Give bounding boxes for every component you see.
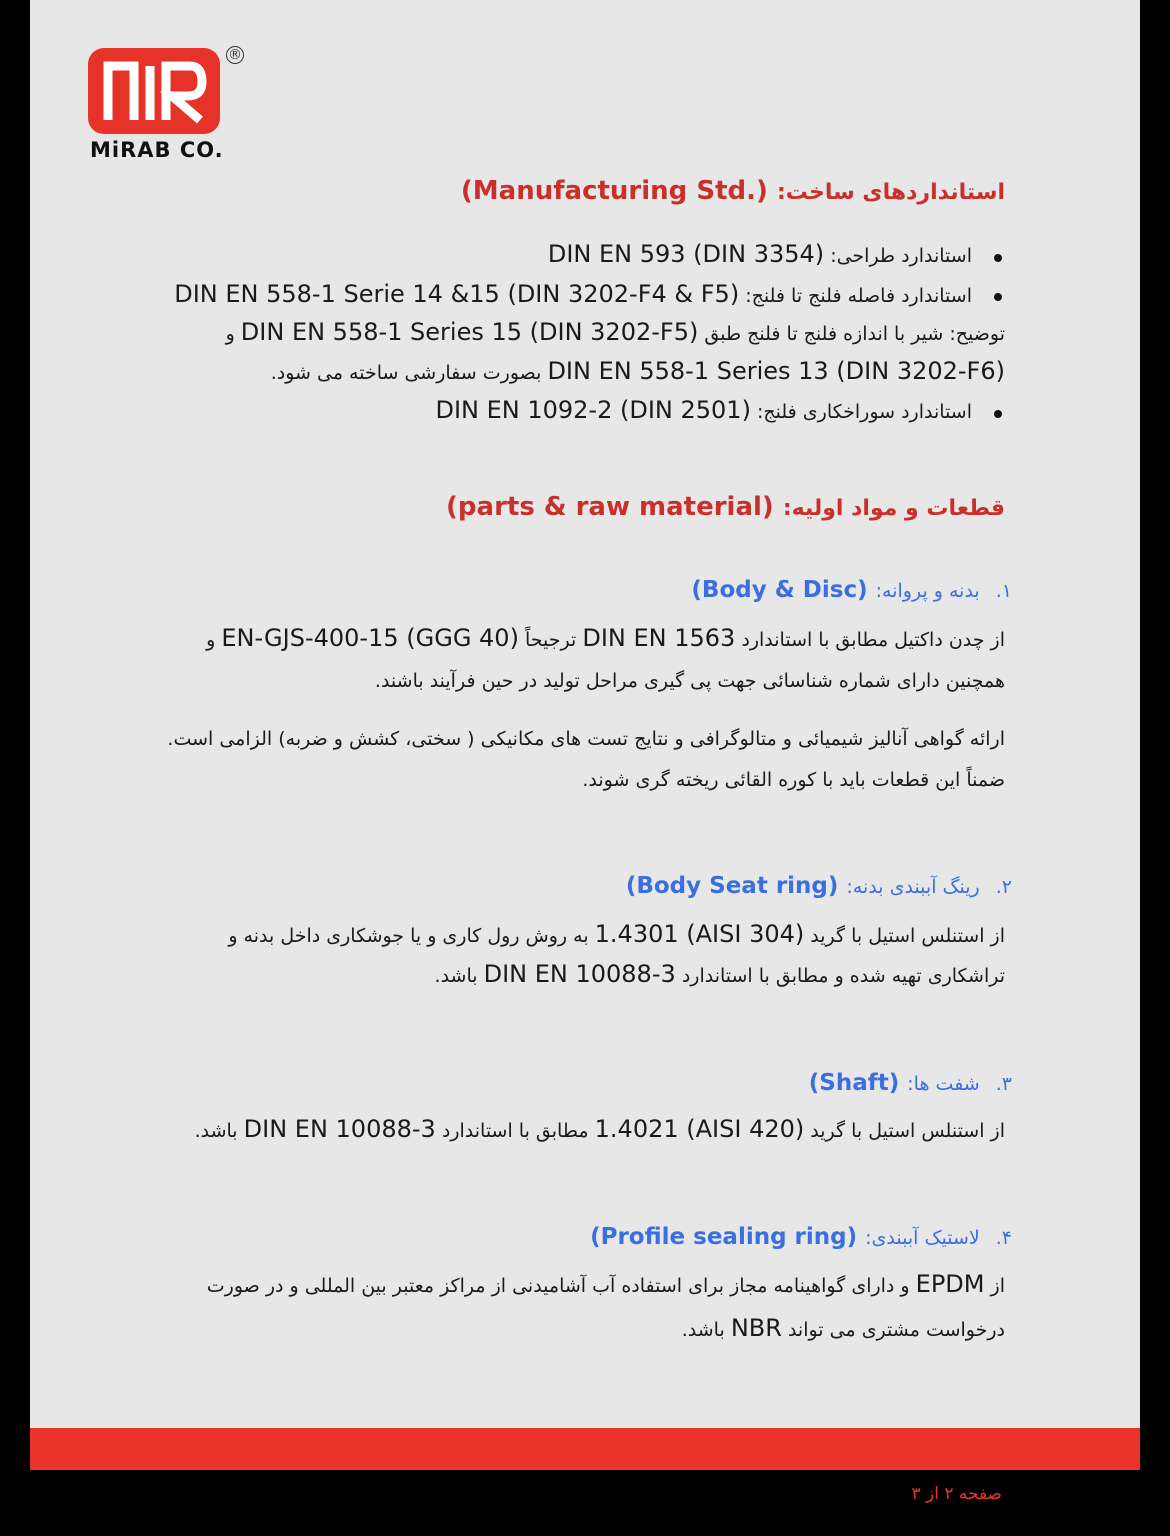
paragraph-line: از چدن داکتیل مطابق با استاندارد DIN EN 1563 ترجیحاً EN-GJS-400-15 (GGG 40) و — [206, 624, 1005, 652]
paragraph-line: ضمناً این قطعات باید با کوره القائی ریخته گری شوند. — [582, 769, 1005, 791]
paragraph-line: ارائه گواهی آنالیز شیمیائی و متالوگرافی و نتایج تست های مکانیکی ( سختی، کشش و ضربه) الزامی است. — [167, 728, 1005, 750]
list-item: استاندارد فاصله فلنج تا فلنج: DIN EN 558-1 Serie 14 &15 (DIN 3202-F4 & F5) — [174, 280, 972, 308]
heading-shaft: ۳. شفت ها: (Shaft) — [808, 1070, 1012, 1096]
note-line: توضیح: شیر با اندازه فلنج تا فلنج طبق DIN EN 558-1 Series 15 (DIN 3202-F5) و — [225, 318, 1005, 346]
registered-mark: ® — [228, 47, 242, 63]
heading-manufacturing: استانداردهای ساخت: (Manufacturing Std.) — [460, 176, 1005, 206]
brand-name: MiRAB CO. — [90, 138, 224, 162]
bullet — [994, 254, 1002, 262]
bullet — [994, 293, 1002, 301]
note-line: DIN EN 558-1 Series 13 (DIN 3202-F6) بصورت سفارشی ساخته می شود. — [270, 357, 1005, 385]
paragraph-line: از استنلس استیل با گرید 1.4301 (AISI 304) به روش رول کاری و یا جوشکاری داخل بدنه و — [228, 920, 1005, 948]
paragraph-line: از استنلس استیل با گرید 1.4021 (AISI 420) مطابق با استاندارد DIN EN 10088-3 باشد. — [194, 1115, 1005, 1143]
paragraph-line: از EPDM و دارای گواهینامه مجاز برای استفاده آب آشامیدنی از مراکز معتبر بین المللی و در صورت — [206, 1270, 1005, 1298]
heading-sealing: ۴. لاستیک آببندی: (Profile sealing ring) — [590, 1224, 1012, 1250]
list-item: استاندارد طراحی: DIN EN 593 (DIN 3354) — [547, 240, 972, 268]
bullet — [994, 410, 1002, 418]
heading-body-disc: ۱. بدنه و پروانه: (Body & Disc) — [691, 577, 1012, 603]
list-item: استاندارد سوراخکاری فلنج: DIN EN 1092-2 (DIN 2501) — [435, 396, 972, 424]
paragraph-line: تراشکاری تهیه شده و مطابق با استاندارد DIN EN 10088-3 باشد. — [434, 960, 1005, 988]
paragraph-line: همچنین دارای شماره شناسائی جهت پی گیری مراحل تولید در حین فرآیند باشند. — [374, 670, 1005, 692]
heading-seat-ring: ۲. رینگ آببندی بدنه: (Body Seat ring) — [625, 873, 1012, 899]
company-logo — [88, 46, 268, 166]
page-number: صفحه ۲ از ۳ — [911, 1484, 1002, 1504]
heading-parts: قطعات و مواد اولیه: (parts & raw material) — [446, 492, 1005, 522]
paragraph-line: درخواست مشتری می تواند NBR باشد. — [681, 1314, 1005, 1342]
footer-red-bar — [30, 1428, 1140, 1470]
logo-mark — [88, 48, 220, 134]
